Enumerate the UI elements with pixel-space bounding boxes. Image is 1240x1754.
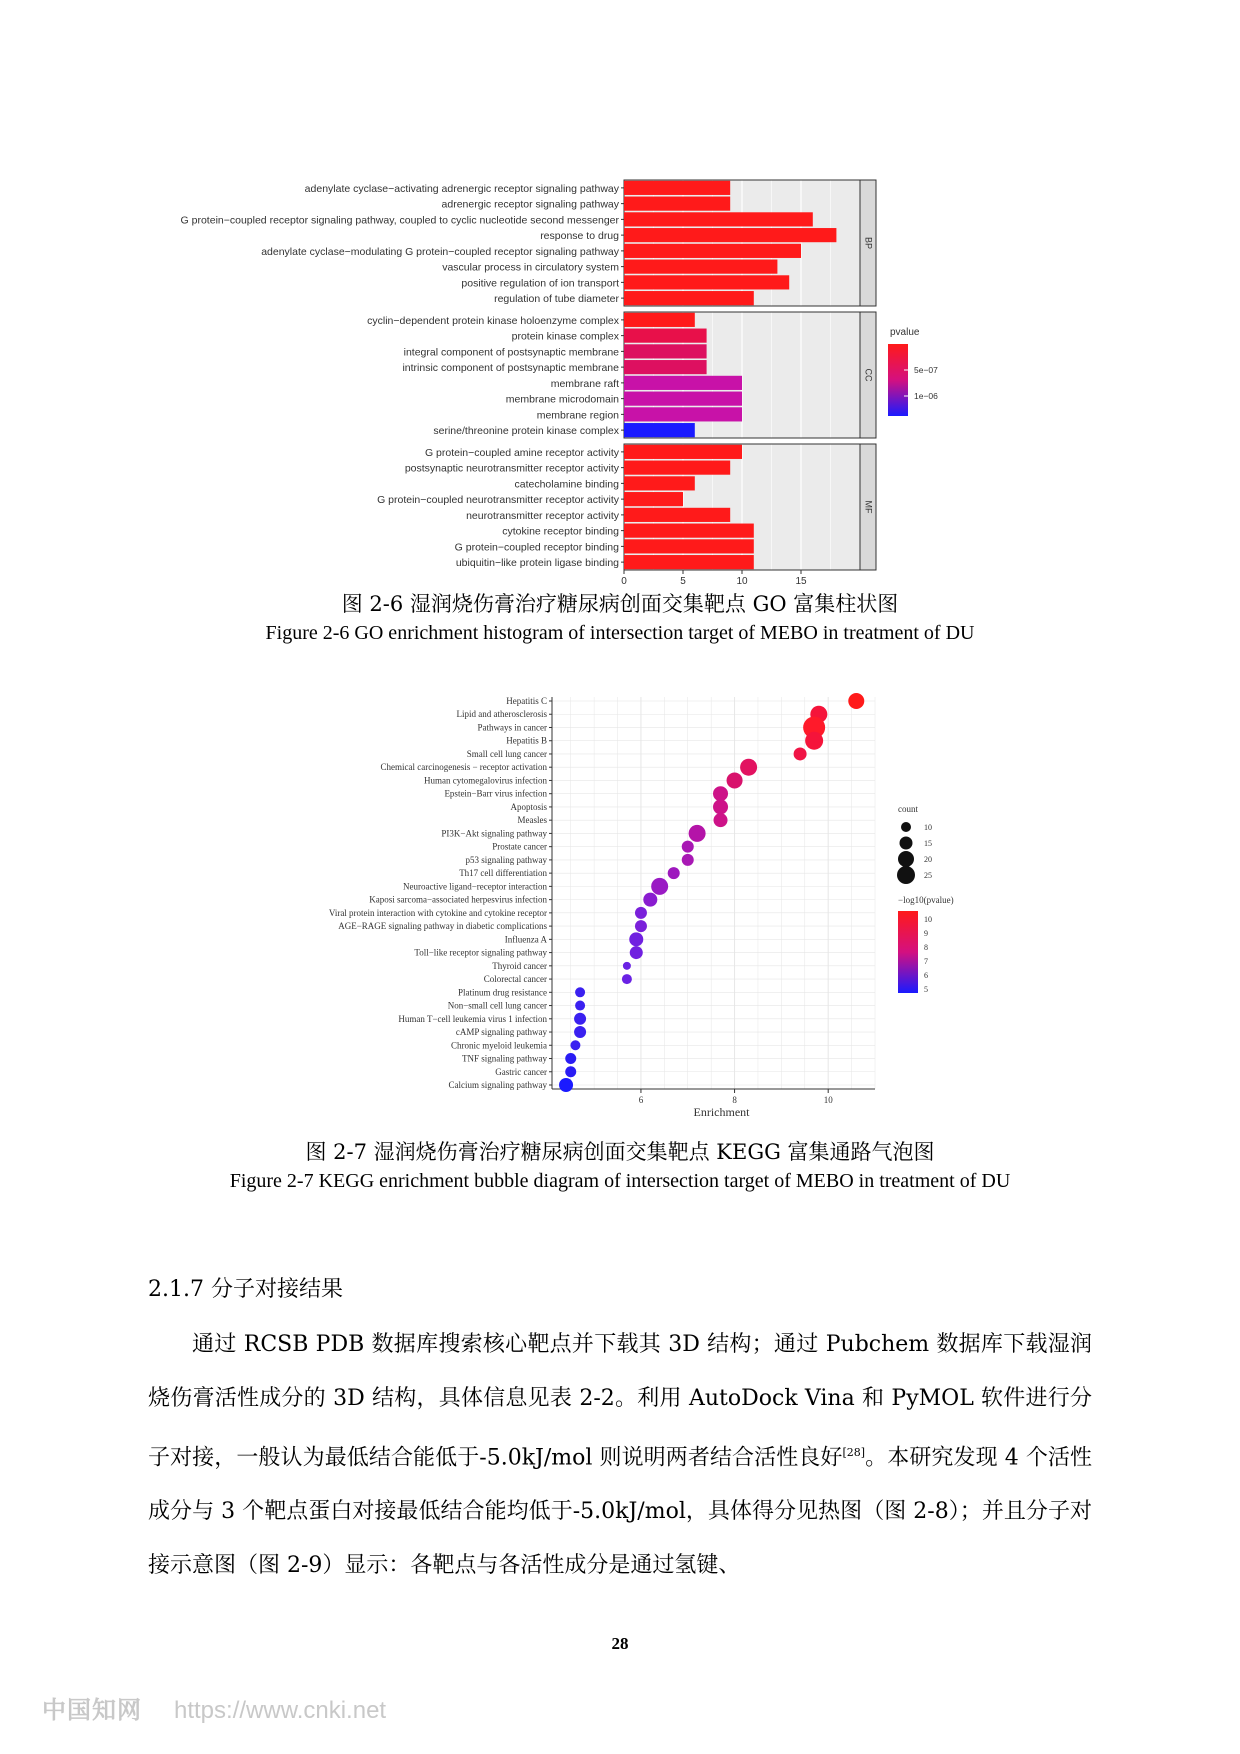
go-category-label: ubiquitin−like protein ligase binding <box>455 557 619 570</box>
kegg-pathway-label: Hepatitis C <box>506 696 547 706</box>
kegg-size-legend-label: 15 <box>924 839 932 848</box>
go-category-label: neurotransmitter receptor activity <box>466 509 619 522</box>
kegg-pathway-label: Pathways in cancer <box>477 722 547 733</box>
go-bar <box>624 445 742 459</box>
go-facet-label: CC <box>863 368 874 382</box>
go-bar <box>624 344 707 358</box>
kegg-color-legend-label: 10 <box>924 915 932 924</box>
paragraph-text-b: 。本研究发现 4 个活性成分与 3 个靶点蛋白对接最低结合能均低于-5.0kJ/mol，具体得分见热图（图 2-8）；并且分子对接示意图（图 2-9）显示：各靶点与各活性成分是通过氢键、 <box>148 1445 1093 1579</box>
go-bar <box>624 539 754 553</box>
kegg-pathway-label: Lipid and atherosclerosis <box>456 709 547 720</box>
kegg-color-legend-label: 5 <box>924 985 928 994</box>
kegg-x-axis-title: Enrichment <box>693 1105 750 1119</box>
kegg-color-legend-label: 8 <box>924 943 928 952</box>
go-legend-label: 1e−06 <box>914 391 938 401</box>
kegg-pathway-label: Chemical carcinogenesis − receptor activation <box>380 762 547 773</box>
kegg-bubble <box>629 932 643 946</box>
go-bar <box>624 181 730 195</box>
go-category-label: adenylate cyclase−activating adrenergic receptor signaling pathway <box>304 182 619 195</box>
kegg-pathway-label: TNF signaling pathway <box>462 1053 547 1064</box>
go-bar <box>624 407 742 421</box>
kegg-pathway-label: Hepatitis B <box>506 735 547 746</box>
kegg-bubble <box>643 893 657 907</box>
go-bar <box>624 492 683 506</box>
kegg-pathway-label: AGE−RAGE signaling pathway in diabetic complications <box>338 921 547 932</box>
kegg-bubble <box>651 878 668 895</box>
kegg-bubble <box>635 920 647 932</box>
kegg-bubble <box>565 1053 576 1064</box>
kegg-pathway-label: Human cytomegalovirus infection <box>424 775 547 786</box>
go-category-label: membrane region <box>536 409 619 422</box>
kegg-size-legend-dot <box>900 837 913 850</box>
go-x-tick-label: 5 <box>680 576 686 587</box>
kegg-color-legend-label: 7 <box>924 957 928 966</box>
kegg-color-legend-label: 9 <box>924 929 928 938</box>
kegg-pathway-label: Apoptosis <box>510 801 547 812</box>
kegg-color-legend-label: 6 <box>924 971 928 980</box>
kegg-pathway-label: Platinum drug resistance <box>458 987 547 998</box>
kegg-size-legend-label: 25 <box>924 871 932 880</box>
go-category-label: cytokine receptor binding <box>502 525 619 538</box>
kegg-size-legend-dot <box>897 866 915 884</box>
kegg-pathway-label: Toll−like receptor signaling pathway <box>414 947 547 958</box>
go-x-tick-label: 10 <box>736 576 748 587</box>
kegg-pathway-label: Viral protein interaction with cytokine and cytokine receptor <box>328 907 547 918</box>
kegg-pathway-label: Chronic myeloid leukemia <box>451 1040 547 1051</box>
go-bar <box>624 197 730 211</box>
kegg-size-legend-label: 20 <box>924 855 932 864</box>
kegg-color-legend-title: −log10(pvalue) <box>898 895 954 905</box>
go-facet-label: MF <box>863 500 874 514</box>
kegg-pathway-label: Epstein−Barr virus infection <box>444 788 547 799</box>
go-bar <box>624 329 707 343</box>
kegg-bubble <box>805 732 823 750</box>
go-enrichment-bar-chart <box>0 0 1240 600</box>
kegg-bubble <box>574 1013 586 1025</box>
kegg-bubble <box>714 813 728 827</box>
figure-2-6-caption-cn: 图 2-6 湿润烧伤膏治疗糖尿病创面交集靶点 GO 富集柱状图 <box>341 592 899 616</box>
kegg-bubble <box>682 841 694 853</box>
kegg-pathway-label: Gastric cancer <box>495 1066 547 1077</box>
cnki-watermark <box>42 1690 386 1725</box>
go-category-label: postsynaptic neurotransmitter receptor activity <box>404 462 619 475</box>
go-bar <box>624 461 730 475</box>
go-legend-label: 5e−07 <box>914 365 938 375</box>
go-bar <box>624 260 777 274</box>
go-category-label: membrane microdomain <box>505 393 619 406</box>
kegg-bubble <box>727 772 743 788</box>
figure-2-7-caption-cn: 图 2-7 湿润烧伤膏治疗糖尿病创面交集靶点 KEGG 富集通路气泡图 <box>305 1140 935 1164</box>
kegg-bubble <box>574 1026 586 1038</box>
kegg-pathway-label: Influenza A <box>504 934 547 945</box>
go-legend-colorbar <box>888 344 908 416</box>
go-bar <box>624 524 754 538</box>
go-category-label: protein kinase complex <box>511 330 619 343</box>
kegg-pathway-label: Colorectal cancer <box>483 974 547 985</box>
go-bar <box>624 423 695 437</box>
go-facet-label: BP <box>863 236 874 250</box>
kegg-bubble <box>682 854 694 866</box>
kegg-pathway-label: Thyroid cancer <box>492 960 547 971</box>
go-x-tick-label: 15 <box>795 576 807 587</box>
go-legend-title: pvalue <box>890 327 920 338</box>
kegg-pathway-label: Non−small cell lung cancer <box>447 1000 547 1011</box>
kegg-x-tick-label: 8 <box>732 1095 737 1105</box>
go-bar <box>624 392 742 406</box>
kegg-pathway-label: Calcium signaling pathway <box>448 1080 547 1090</box>
kegg-size-legend-dot <box>898 851 914 867</box>
go-category-label: serine/threonine protein kinase complex <box>433 425 619 438</box>
kegg-bubble <box>630 946 643 959</box>
kegg-pathway-label: Prostate cancer <box>492 841 547 852</box>
cnki-logo: 中国知网 <box>42 1697 142 1724</box>
page-number: 28 <box>611 1634 629 1653</box>
go-x-tick-label: 0 <box>621 576 627 587</box>
kegg-pathway-label: PI3K−Akt signaling pathway <box>441 828 547 839</box>
kegg-bubble <box>848 693 864 709</box>
go-category-label: response to drug <box>540 230 619 243</box>
kegg-bubble <box>713 786 728 801</box>
kegg-bubble <box>668 867 680 879</box>
go-bar <box>624 275 789 289</box>
kegg-bubble <box>622 974 632 984</box>
kegg-bubble <box>623 962 631 970</box>
kegg-bubble <box>713 799 728 814</box>
go-category-label: G protein−coupled neurotransmitter receptor activity <box>377 494 619 507</box>
kegg-panel-background <box>552 697 875 1089</box>
go-bar <box>624 244 801 258</box>
kegg-bubble <box>575 1001 585 1011</box>
kegg-bubble <box>570 1040 580 1050</box>
kegg-pathway-label: Neuroactive ligand−receptor interaction <box>402 881 547 892</box>
kegg-bubble <box>559 1078 573 1092</box>
kegg-enrichment-bubble-chart <box>0 685 1240 1135</box>
kegg-bubble <box>689 825 706 842</box>
kegg-pathway-label: Kaposi sarcoma−associated herpesvirus infection <box>369 894 547 905</box>
go-bar <box>624 508 730 522</box>
go-category-label: vascular process in circulatory system <box>442 261 619 274</box>
go-category-label: G protein−coupled receptor binding <box>454 541 619 554</box>
kegg-bubble <box>575 987 585 997</box>
go-bar <box>624 291 754 305</box>
go-bar <box>624 313 695 327</box>
kegg-size-legend-title: count <box>898 804 918 814</box>
cnki-url: https://www.cnki.net <box>174 1697 387 1724</box>
go-bar <box>624 360 707 374</box>
go-category-label: intrinsic component of postsynaptic membrane <box>402 362 619 375</box>
paragraph-text-a: 通过 RCSB PDB 数据库搜索核心靶点并下载其 3D 结构；通过 Pubchem 数据库下载湿润烧伤膏活性成分的 3D 结构，具体信息见表 2-2。利用 AutoDock Vina 和 PyMOL 软件进行分子对接，一般认为最低结合能低于-5.0kJ/mol 则说明两者结合活性良好 <box>148 1332 1092 1471</box>
go-bar <box>624 212 813 226</box>
go-category-label: integral component of postsynaptic membrane <box>403 346 619 359</box>
go-bar <box>624 476 695 490</box>
go-category-label: positive regulation of ion transport <box>461 277 619 290</box>
kegg-pathway-label: Th17 cell differentiation <box>459 868 547 879</box>
go-category-label: membrane raft <box>550 377 619 390</box>
kegg-pathway-label: cAMP signaling pathway <box>455 1027 547 1038</box>
body-paragraph <box>148 1318 1092 1593</box>
go-category-label: G protein−coupled amine receptor activity <box>424 446 619 459</box>
kegg-pathway-label: Human T−cell leukemia virus 1 infection <box>398 1013 547 1024</box>
figure-2-6-caption-en: Figure 2-6 GO enrichment histogram of intersection target of MEBO in treatment of DU <box>265 622 975 644</box>
kegg-bubble <box>740 759 757 776</box>
go-category-label: adenylate cyclase−modulating G protein−coupled receptor signaling pathway <box>261 245 619 258</box>
kegg-pathway-label: Small cell lung cancer <box>466 748 547 759</box>
go-bar <box>624 228 836 242</box>
kegg-x-tick-label: 6 <box>638 1095 644 1105</box>
go-bar <box>624 555 754 569</box>
kegg-size-legend-label: 10 <box>924 823 932 832</box>
go-category-label: G protein−coupled receptor signaling pathway, coupled to cyclic nucleotide second messenger <box>180 214 619 227</box>
kegg-pathway-label: p53 signaling pathway <box>465 854 547 865</box>
kegg-x-tick-label: 10 <box>823 1095 833 1105</box>
kegg-bubble <box>794 747 807 760</box>
go-category-label: cyclin−dependent protein kinase holoenzyme complex <box>367 314 619 327</box>
section-heading: 2.1.7 分子对接结果 <box>148 1277 343 1302</box>
go-bar <box>624 376 742 390</box>
kegg-bubble <box>565 1066 576 1077</box>
citation-ref: [28] <box>842 1446 866 1459</box>
kegg-pathway-label: Measles <box>517 815 547 826</box>
kegg-legend-colorbar <box>898 911 918 993</box>
go-category-label: adrenergic receptor signaling pathway <box>441 198 619 211</box>
go-category-label: catecholamine binding <box>514 478 619 491</box>
go-category-label: regulation of tube diameter <box>494 293 619 306</box>
figure-2-7-caption-en: Figure 2-7 KEGG enrichment bubble diagram of intersection target of MEBO in treatment of DU <box>229 1170 1011 1192</box>
kegg-size-legend-dot <box>901 822 911 832</box>
kegg-bubble <box>635 907 647 919</box>
